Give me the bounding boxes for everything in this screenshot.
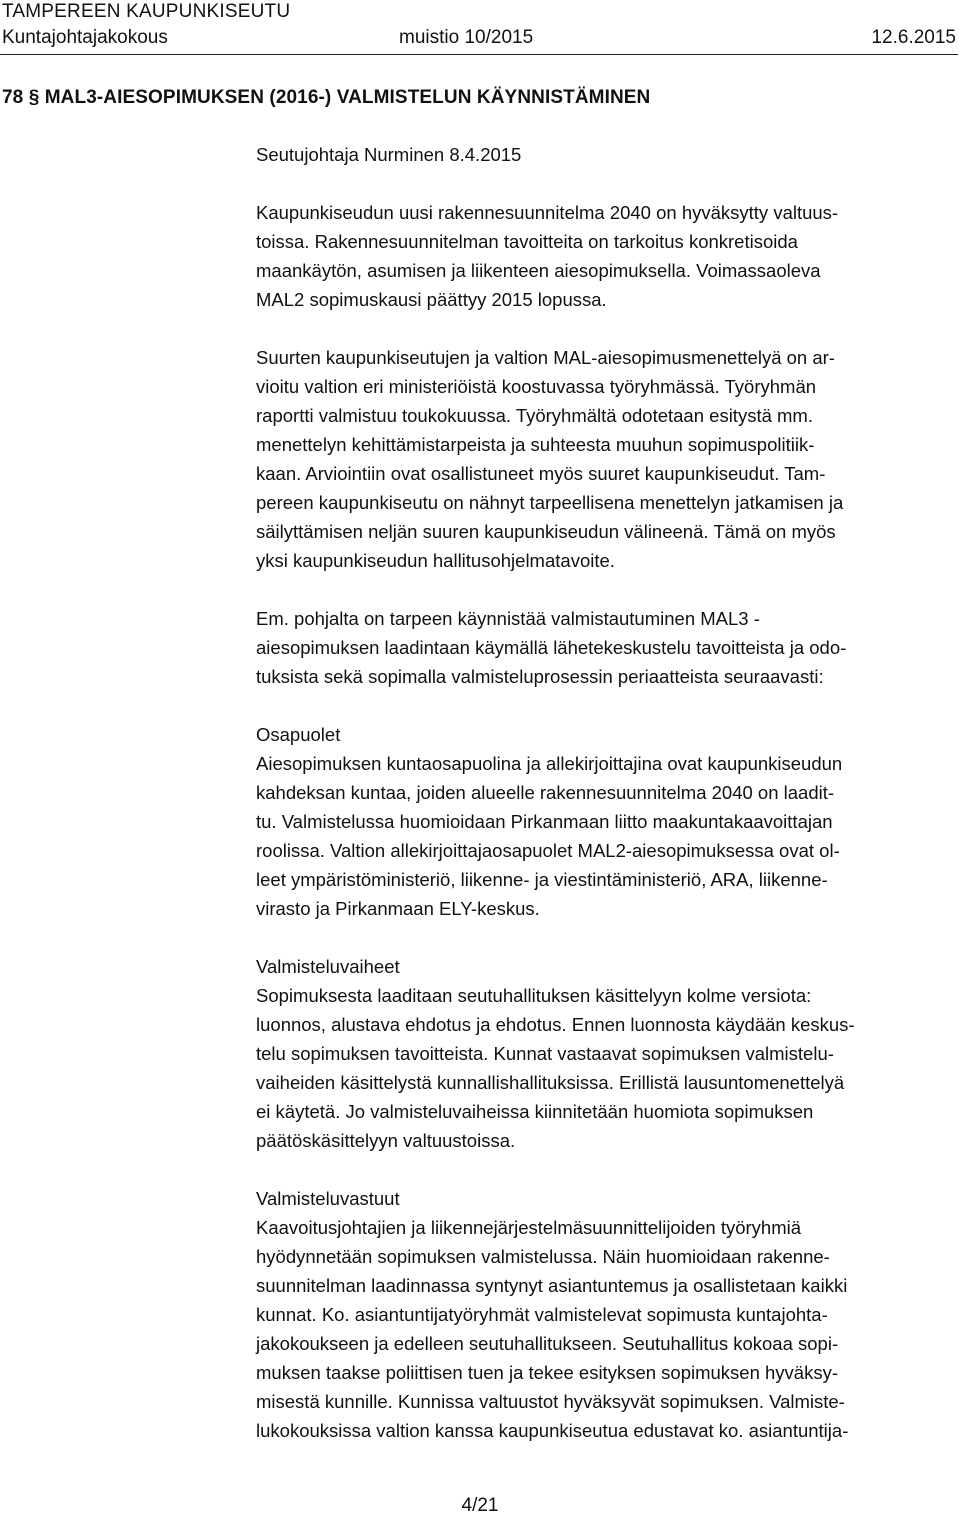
text-line: säilyttämisen neljän suuren kaupunkiseudun välineenä. Tämä on myös (256, 521, 836, 542)
section-title: Valmisteluvaiheet (256, 956, 400, 977)
text-line: kunnat. Ko. asiantuntijatyöryhmät valmistelevat sopimusta kuntajohta- (256, 1304, 828, 1325)
text-line: leet ympäristöministeriö, liikenne- ja viestintäministeriö, ARA, liikenne- (256, 869, 828, 890)
text-line: menettelyn kehittämistarpeista ja suhteesta muuhun sopimuspolitiik- (256, 434, 815, 455)
paragraph-2 (256, 343, 956, 575)
text-line: telu sopimuksen tavoitteista. Kunnat vastaavat sopimuksen valmistelu- (256, 1043, 834, 1064)
text-line: vioitu valtion eri ministeriöistä koostuvassa työryhmässä. Työryhmän (256, 376, 817, 397)
document-header (0, 0, 960, 58)
meeting-date: 12.6.2015 (871, 27, 956, 48)
document-body (256, 140, 956, 1445)
meeting-info-row (2, 26, 956, 52)
text-line: Kaupunkiseudun uusi rakennesuunnitelma 2040 on hyväksytty valtuus- (256, 202, 839, 223)
text-line: Kaavoitusjohtajien ja liikennejärjestelmäsuunnittelijoiden työryhmiä (256, 1217, 802, 1238)
text-line: Aiesopimuksen kuntaosapuolina ja allekirjoittajina ovat kaupunkiseudun (256, 753, 843, 774)
text-line: lukokouksissa valtion kanssa kaupunkiseutua edustavat ko. asiantuntija- (256, 1420, 849, 1441)
organization-name: TAMPEREEN KAUPUNKISEUTU (2, 1, 291, 22)
text-line: kaan. Arviointiin ovat osallistuneet myös suuret kaupunkiseudut. Tam- (256, 463, 826, 484)
text-line: hyödynnetään sopimuksen valmistelussa. Näin huomioidaan rakenne- (256, 1246, 830, 1267)
text-line: suunnitelman laadinnassa syntynyt asiantuntemus ja osallistetaan kaikki (256, 1275, 848, 1296)
text-line: muksen taakse poliittisen tuen ja tekee esityksen sopimuksen hyväksy- (256, 1362, 839, 1383)
text-line: maankäytön, asumisen ja liikenteen aiesopimuksella. Voimassaoleva (256, 260, 821, 281)
paragraph-3 (256, 604, 956, 691)
text-line: kahdeksan kuntaa, joiden alueelle rakennesuunnitelma 2040 on laadit- (256, 782, 835, 803)
header-divider (0, 54, 958, 55)
text-line: toissa. Rakennesuunnitelman tavoitteita on tarkoitus konkretisoida (256, 231, 798, 252)
section-title: Osapuolet (256, 724, 341, 745)
text-line: aiesopimuksen laadintaan käymällä lähetekeskustelu tavoitteista ja odo- (256, 637, 847, 658)
page-number: 4/21 (461, 1495, 499, 1516)
text-line: ei käytetä. Jo valmisteluvaiheissa kiinnitetään huomiota sopimuksen (256, 1101, 814, 1122)
item-heading: 78 § MAL3-AIESOPIMUKSEN (2016-) VALMISTELUN KÄYNNISTÄMINEN (2, 87, 651, 108)
meeting-name: Kuntajohtajakokous (2, 27, 168, 48)
minutes-number: muistio 10/2015 (399, 27, 534, 48)
text-line: Sopimuksesta laaditaan seutuhallituksen käsittelyyn kolme versiota: (256, 985, 812, 1006)
text-line: tu. Valmistelussa huomioidaan Pirkanmaan liitto maakuntakaavoittajan (256, 811, 833, 832)
text-line: Suurten kaupunkiseutujen ja valtion MAL-aiesopimusmenettelyä on ar- (256, 347, 835, 368)
text-line: roolissa. Valtion allekirjoittajaosapuolet MAL2-aiesopimuksessa ovat ol- (256, 840, 840, 861)
section-osapuolet (256, 720, 956, 923)
text-line: jakokoukseen ja edelleen seutuhallitukseen. Seutuhallitus kokoaa sopi- (256, 1333, 839, 1354)
section-title: Valmisteluvastuut (256, 1188, 400, 1209)
section-valmisteluvastuut (256, 1184, 956, 1445)
presenter-text: Seutujohtaja Nurminen 8.4.2015 (256, 144, 522, 165)
presenter-line (256, 140, 956, 169)
text-line: yksi kaupunkiseudun hallitusohjelmatavoite. (256, 550, 615, 571)
text-line: tuksista sekä sopimalla valmisteluprosessin periaatteista seuraavasti: (256, 666, 824, 687)
paragraph-1 (256, 198, 956, 314)
text-line: Em. pohjalta on tarpeen käynnistää valmistautuminen MAL3 - (256, 608, 760, 629)
section-valmisteluvaiheet (256, 952, 956, 1155)
text-line: virasto ja Pirkanmaan ELY-keskus. (256, 898, 540, 919)
text-line: misestä kunnille. Kunnissa valtuustot hyväksyvät sopimuksen. Valmiste- (256, 1391, 845, 1412)
text-line: luonnos, alustava ehdotus ja ehdotus. Ennen luonnosta käydään keskus- (256, 1014, 855, 1035)
text-line: pereen kaupunkiseutu on nähnyt tarpeellisena menettelyn jatkamisen ja (256, 492, 844, 513)
text-line: raportti valmistuu toukokuussa. Työryhmältä odotetaan esitystä mm. (256, 405, 813, 426)
text-line: päätöskäsittelyyn valtuustoissa. (256, 1130, 516, 1151)
text-line: MAL2 sopimuskausi päättyy 2015 lopussa. (256, 289, 607, 310)
text-line: vaiheiden käsittelystä kunnallishallituksissa. Erillistä lausuntomenettelyä (256, 1072, 845, 1093)
